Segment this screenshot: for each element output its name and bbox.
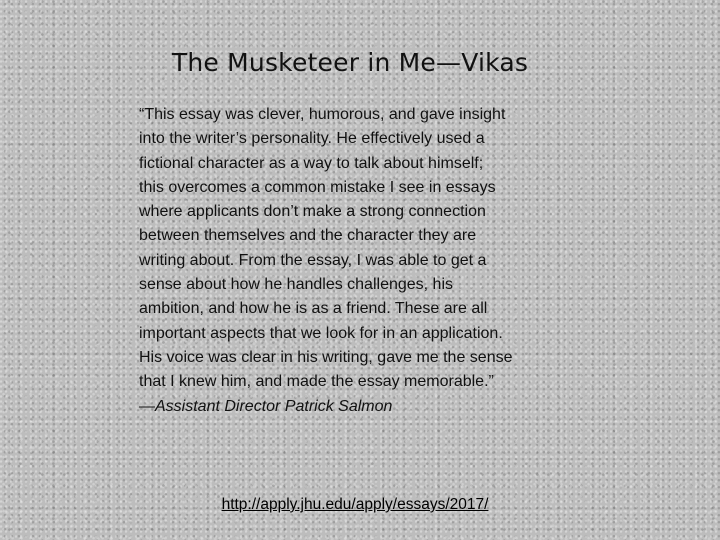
quote-line: this overcomes a common mistake I see in essays: [139, 178, 496, 196]
quote-line: into the writer’s personality. He effectively used a: [139, 130, 485, 148]
source-link[interactable]: http://apply.jhu.edu/apply/essays/2017/: [221, 496, 489, 513]
quote-line: where applicants don’t make a strong connection: [139, 203, 486, 221]
quote-line: “This essay was clever, humorous, and gave insight: [139, 106, 506, 123]
quote-line: sense about how he handles challenges, his: [139, 276, 453, 294]
quote-line: fictional character as a way to talk about himself;: [139, 154, 484, 172]
slide-title: The Musketeer in Me—Vikas: [171, 48, 529, 77]
quote-block: [139, 103, 591, 419]
quote-line: that I knew him, and made the essay memorable.”: [139, 373, 494, 391]
quote-line: ambition, and how he is as a friend. These are all: [139, 300, 488, 318]
quote-line: between themselves and the character they are: [139, 227, 477, 245]
quote-line: His voice was clear in his writing, gave me the sense: [139, 348, 513, 366]
quote-line: important aspects that we look for in an application.: [139, 324, 503, 342]
quote-line: writing about. From the essay, I was able to get a: [139, 251, 487, 269]
quote-attribution: —Assistant Director Patrick Salmon: [139, 397, 393, 415]
